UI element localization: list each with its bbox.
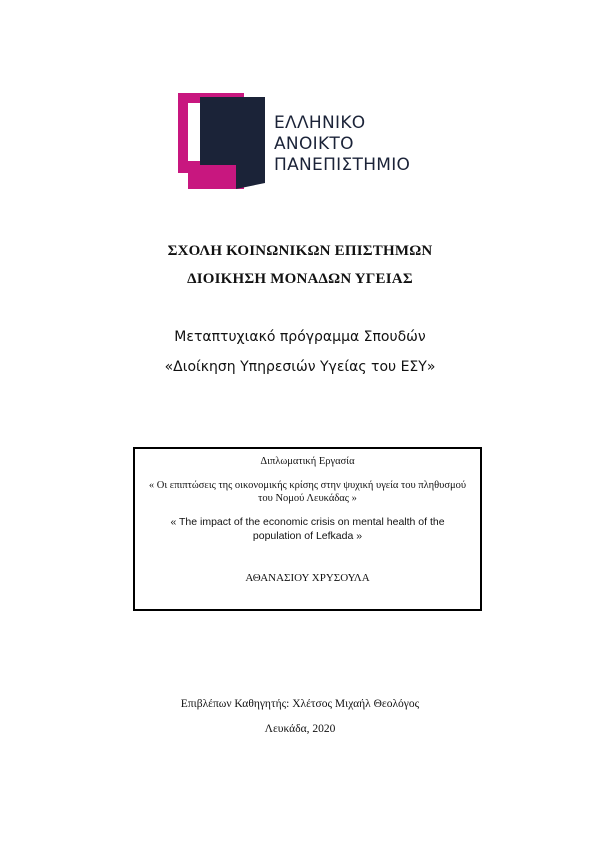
- thesis-title-english: « The impact of the economic crisis on mental health of the population of Lefkada »: [170, 516, 445, 542]
- thesis-box: [133, 447, 482, 611]
- logo-line-1: ΕΛΛΗΝΙΚΟ: [274, 113, 366, 133]
- thesis-type: Διπλωματική Εργασία: [260, 456, 355, 467]
- program-title: Μεταπτυχιακό πρόγραμμα Σπουδών: [174, 329, 426, 345]
- thesis-author: ΑΘΑΝΑΣΙΟΥ ΧΡΥΣΟΥΛΑ: [245, 572, 370, 584]
- logo-wordmark: [274, 113, 410, 176]
- logo-emblem-icon: [178, 93, 274, 191]
- logo-line-2: ΑΝΟΙΚΤΟ: [274, 134, 354, 154]
- supervisor: Επιβλέπων Καθηγητής: Χλέτσος Μιχαήλ Θεολόγος: [180, 698, 420, 710]
- program-name: «Διοίκηση Υπηρεσιών Υγείας του ΕΣΥ»: [164, 359, 436, 375]
- department-name: ΔΙΟΙΚΗΣΗ ΜΟΝΑΔΩΝ ΥΓΕΙΑΣ: [187, 271, 413, 287]
- logo-line-3: ΠΑΝΕΠΙΣΤΗΜΙΟ: [274, 155, 411, 175]
- university-logo: [178, 93, 428, 191]
- place-date: Λευκάδα, 2020: [264, 723, 336, 735]
- school-name: ΣΧΟΛΗ ΚΟΙΝΩΝΙΚΩΝ ΕΠΙΣΤΗΜΩΝ: [167, 243, 433, 259]
- thesis-title-greek: « Οι επιπτώσεις της οικονομικής κρίσης στην ψυχική υγεία του πληθυσμού του Νομού Λευκάδας »: [148, 480, 467, 504]
